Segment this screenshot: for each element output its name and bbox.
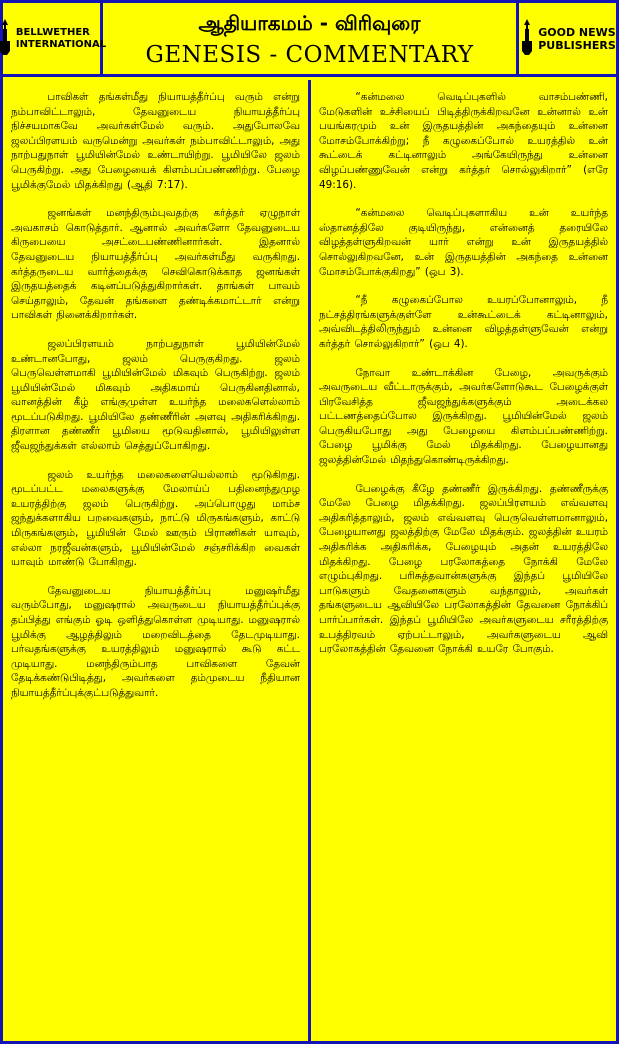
paragraph: நோவா உண்டாக்கின பேழை, அவருக்கும் அவருடைய வீட்டாருக்கும், அவர்களோடுகூட பேழைக்குள் பிரவேசித்த ஜீவஜந்துக்களுக்கும் அடைக்கல பட்டணத்தைப்போல இருக்கிறது. பூமியின்மேல் ஜலம் பெருகியபோது அது பேழையை கிளம்பப்பண்ணிற்று. பேழை பூமிக்கு மேல் மிதக்கிறது. பேழையானது ஜலத்தின்மேல் மிதந்துகொண்டிருக்கிறது. [319, 366, 608, 467]
paragraph: பாவிகள் தங்கள்மீது நியாயத்தீர்ப்பு வரும் என்று நம்பாவிட்டாலும், தேவனுடைய நியாயத்தீர்ப்பு நிச்சயமாகவே அவர்கள்மேல் வரும். அதுபோலவே ஜலப்பிரளயம் வருமென்று அவர்கள் நம்பாவிட்டாலும், அது நாற்பதுநாள் பூமியின்மேல் உண்டாயிற்று. பூமியிலே ஜலம் பெருகிற்று. அது பேழையைக் கிளம்பப்பண்ணிற்று. பேழை பூமிக்குமேல் மிதக்கிறது (ஆதி 7:17). [11, 91, 300, 191]
title-area [106, 3, 513, 74]
good-news-logo-text: GOOD NEWS PUBLISHERS [538, 25, 616, 52]
paragraph: ஜனங்கள் மனந்திரும்புவதற்கு கர்த்தர் ஏழுநாள் அவகாசம் கொடுத்தார். ஆனால் அவர்களோ தேவனுடைய கிருபையை அசட்டைபண்ணினார்கள். இதனால் தேவனுடைய நியாயத்தீர்ப்பு அவர்கள்மீது வருகிறது. கர்த்தருடைய வார்த்தைக்கு செவிகொடுக்காத ஜனங்கள் இருதயத்தைக் கடினப்படுத்துகிறார்கள். தாங்கள் பாவம் செய்தாலும், தேவன் தங்களை தண்டிக்கமாட்டார் என்று பாவிகள் நினைக்கிறார்கள். [11, 207, 300, 322]
title-english: GENESIS - COMMENTARY [145, 42, 474, 68]
paragraph: தேவனுடைய நியாயத்தீர்ப்பு மனுஷர்மீது வரும்போது, மனுஷரால் அவருடைய நியாயத்தீர்ப்புக்கு தப்பித்து எங்கும் ஓடி ஒளித்துகொள்ள முடியாது. மனுஷரால் பூமிக்கு ஆழத்திலும் மறைவிடத்தை தேடமுடியாது. பர்வதங்களுக்கு உயரத்திலும் மனுஷரால் கூடு கட்ட முடியாது. மனந்திரும்பாத பாவிகளை தேவன் தேடிக்கண்டுபிடித்து, அவர்களை தம்முடைய நீதியான நியாயத்தீர்ப்புக்குட்படுத்துவார். [11, 584, 300, 699]
paragraph: “கன்மலை வெடிப்புகளாகிய உன் உயர்ந்த ஸ்தானத்திலே குடியிருந்து, என்னைத் தரையிலே விழத்தள்ளுகிறவன் யார் என்று உன் இருதயத்தில் சொல்லுகிறவனே, உன் இருதயத்தின் அகந்தை உன்னை மோசம்போக்குகிறது” (ஒப 3). [319, 207, 608, 278]
hand-with-torch-icon [0, 17, 13, 61]
paragraph: ஜலப்பிரளயம் நாற்பதுநாள் பூமியின்மேல் உண்டானபோது, ஜலம் பெருகுகிறது. ஜலம் பெருவெள்ளமாகி பூமியின்மேல் மிகவும் பெருகிற்று. ஜலம் பூமியின்மேல் மிகவும் அதிகமாய் பெருகினதினால், வானத்தின் கீழ் எங்குமுள்ள உயர்ந்த மலைகளெல்லாம் மூடப்படுகிறது. பூமியிலே தண்ணீரின் அளவு அதிகரிக்கிறது. திரளான தண்ணீர் பூமியை மூடுவதினால், பூமியிலுள்ள ஜீவஜந்துக்கள் எல்லாம் செத்துப்போகிறது. [11, 337, 300, 453]
paragraph: “கன்மலை வெடிப்புகளில் வாசம்பண்ணி, மேடுகளின் உச்சியைப் பிடித்திருக்கிறவனே உன்னால் உன் பயங்கரமும் உன் இருதயத்தின் அகந்தையும் உன்னை மோசம்போக்கிற்று; நீ கழுகைப்போல் உயரத்தில் உன் கூட்டைக் கட்டினாலும் அங்கேயிருந்து உன்னை விழப்பண்ணுவேன் என்று கர்த்தர் சொல்லுகிறார்” (எரே 49:16). [319, 91, 608, 191]
left-column [3, 80, 311, 1041]
header [3, 3, 616, 77]
good-news-logo [516, 3, 616, 74]
paragraph: ஜலம் உயர்ந்த மலைகளையெல்லாம் மூடுகிறது. மூடப்பட்ட மலைகளுக்கு மேலாய்ப் பதினைந்துமுழ உயரத்திற்கு ஜலம் பெருகிற்று. அப்பொழுது மாம்ச ஜந்துக்களாகிய பறவைகளும், நாட்டு மிருகங்களும், காட்டு மிருகங்களும், பூமியின் மேல் ஊரும் பிராணிகள் யாவும், எல்லா நரஜீவன்களும், பூமியின்மேல் சஞ்சரிக்கிற வைகள் யாவும் மாண்டு போகிறது. [11, 468, 300, 569]
content-columns [3, 80, 616, 1041]
right-column [311, 80, 616, 1041]
bellwether-logo [3, 3, 107, 74]
paragraph: பேழைக்கு கீழே தண்ணீர் இருக்கிறது. தண்ணீருக்கு மேலே பேழை மிதக்கிறது. ஜலப்பிரளயம் எவ்வளவு அதிகரித்தாலும், ஜலம் எவ்வளவு பெருவெள்ளமானாலும், பேழையானது ஜலத்திற்கு மேலே மிதக்கும். ஜலத்தின் உயரம் அதிகரிக்க அதிகரிக்க, பேழையும் அதன் உயரத்திலே மிதக்கிறது. பேழை பரலோகத்தை நோக்கி மேலே எழும்புகிறது. பரிசுத்தவான்களுக்கு இந்தப் பூமியிலே பாடுகளும் வேதனைகளும் வந்தாலும், அவர்கள் தங்களுடைய ஆவியிலே பரலோகத்தின் தேவனை நோக்கிப் பார்ப்பார்கள். இந்தப் பூமியிலே அவர்களுடைய சரீரத்திற்கு உபத்திரவம் ஏற்பட்டாலும், அவர்களுடைய ஆவி பரலோகத்தின் தேவனை நோக்கி உயரே போகும். [319, 482, 608, 656]
hand-with-torch-icon [519, 17, 535, 61]
title-tamil: ஆதியாகமம் - விரிவுரை [198, 11, 421, 35]
paragraph: “நீ கழுகைப்போல உயரப்போனாலும், நீ நட்சத்திரங்களுக்குள்ளே உன்கூட்டைக் கட்டினாலும், அவ்விடத்திலிருந்தும் உன்னை விழத்தள்ளுவேன் என்று கர்த்தர் சொல்லுகிறார்” (ஒப 4). [319, 294, 608, 350]
bellwether-logo-text: BELLWETHER INTERNATIONAL [15, 26, 107, 50]
